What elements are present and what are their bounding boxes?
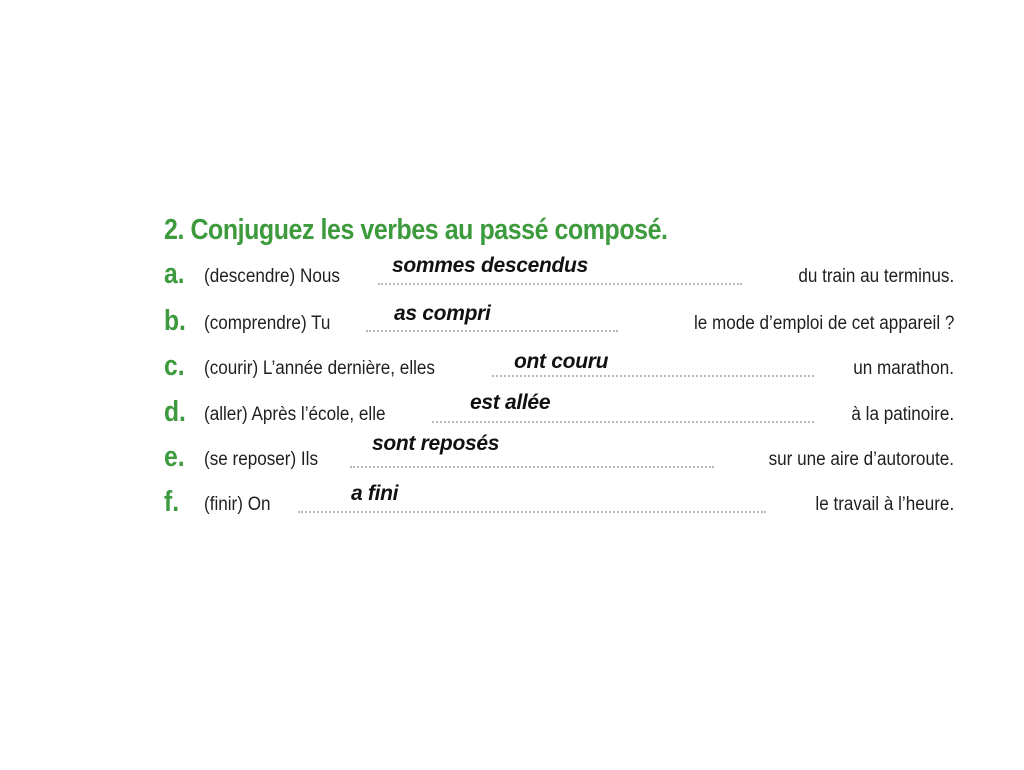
exercise-item-f: [164, 483, 954, 517]
item-letter: c.: [164, 350, 185, 382]
answer-text-b[interactable]: as compri: [394, 302, 491, 325]
item-letter: a.: [164, 258, 185, 290]
item-prompt: (comprendre) Tu: [204, 313, 331, 334]
exercise-item-d: [164, 393, 954, 427]
item-prompt: (aller) Après l’école, elle: [204, 404, 386, 425]
answer-text-e[interactable]: sont reposés: [372, 432, 500, 455]
item-letter: b.: [164, 305, 186, 337]
item-ending: un marathon.: [853, 358, 954, 379]
item-letter: d.: [164, 396, 186, 428]
item-ending: à la patinoire.: [851, 404, 954, 425]
item-prompt: (se reposer) Ils: [204, 449, 319, 470]
answer-text-a[interactable]: sommes descendus: [392, 254, 588, 277]
answer-text-f[interactable]: a fini: [351, 482, 399, 505]
item-letter: e.: [164, 441, 185, 473]
item-ending: le mode d’emploi de cet appareil ?: [693, 313, 954, 334]
item-prompt: (finir) On: [204, 494, 271, 515]
item-letter: f.: [164, 486, 180, 518]
exercise-item-b: [164, 302, 954, 336]
answer-blank-line: [366, 328, 618, 332]
item-ending: du train au terminus.: [798, 266, 954, 287]
item-ending: sur une aire d’autoroute.: [768, 449, 954, 470]
exercise-item-e: [164, 438, 954, 472]
item-prompt: (descendre) Nous: [204, 266, 340, 287]
item-ending: le travail à l’heure.: [815, 494, 954, 515]
answer-blank-line: [350, 464, 714, 468]
answer-text-c[interactable]: ont couru: [514, 350, 609, 373]
answer-blank-line: [432, 419, 814, 423]
item-prompt: (courir) L’année dernière, elles: [204, 358, 435, 379]
exercise-title: 2. Conjuguez les verbes au passé composé.: [164, 214, 668, 246]
answer-text-d[interactable]: est allée: [470, 391, 551, 414]
answer-blank-line: [298, 509, 766, 513]
answer-blank-line: [378, 281, 742, 285]
